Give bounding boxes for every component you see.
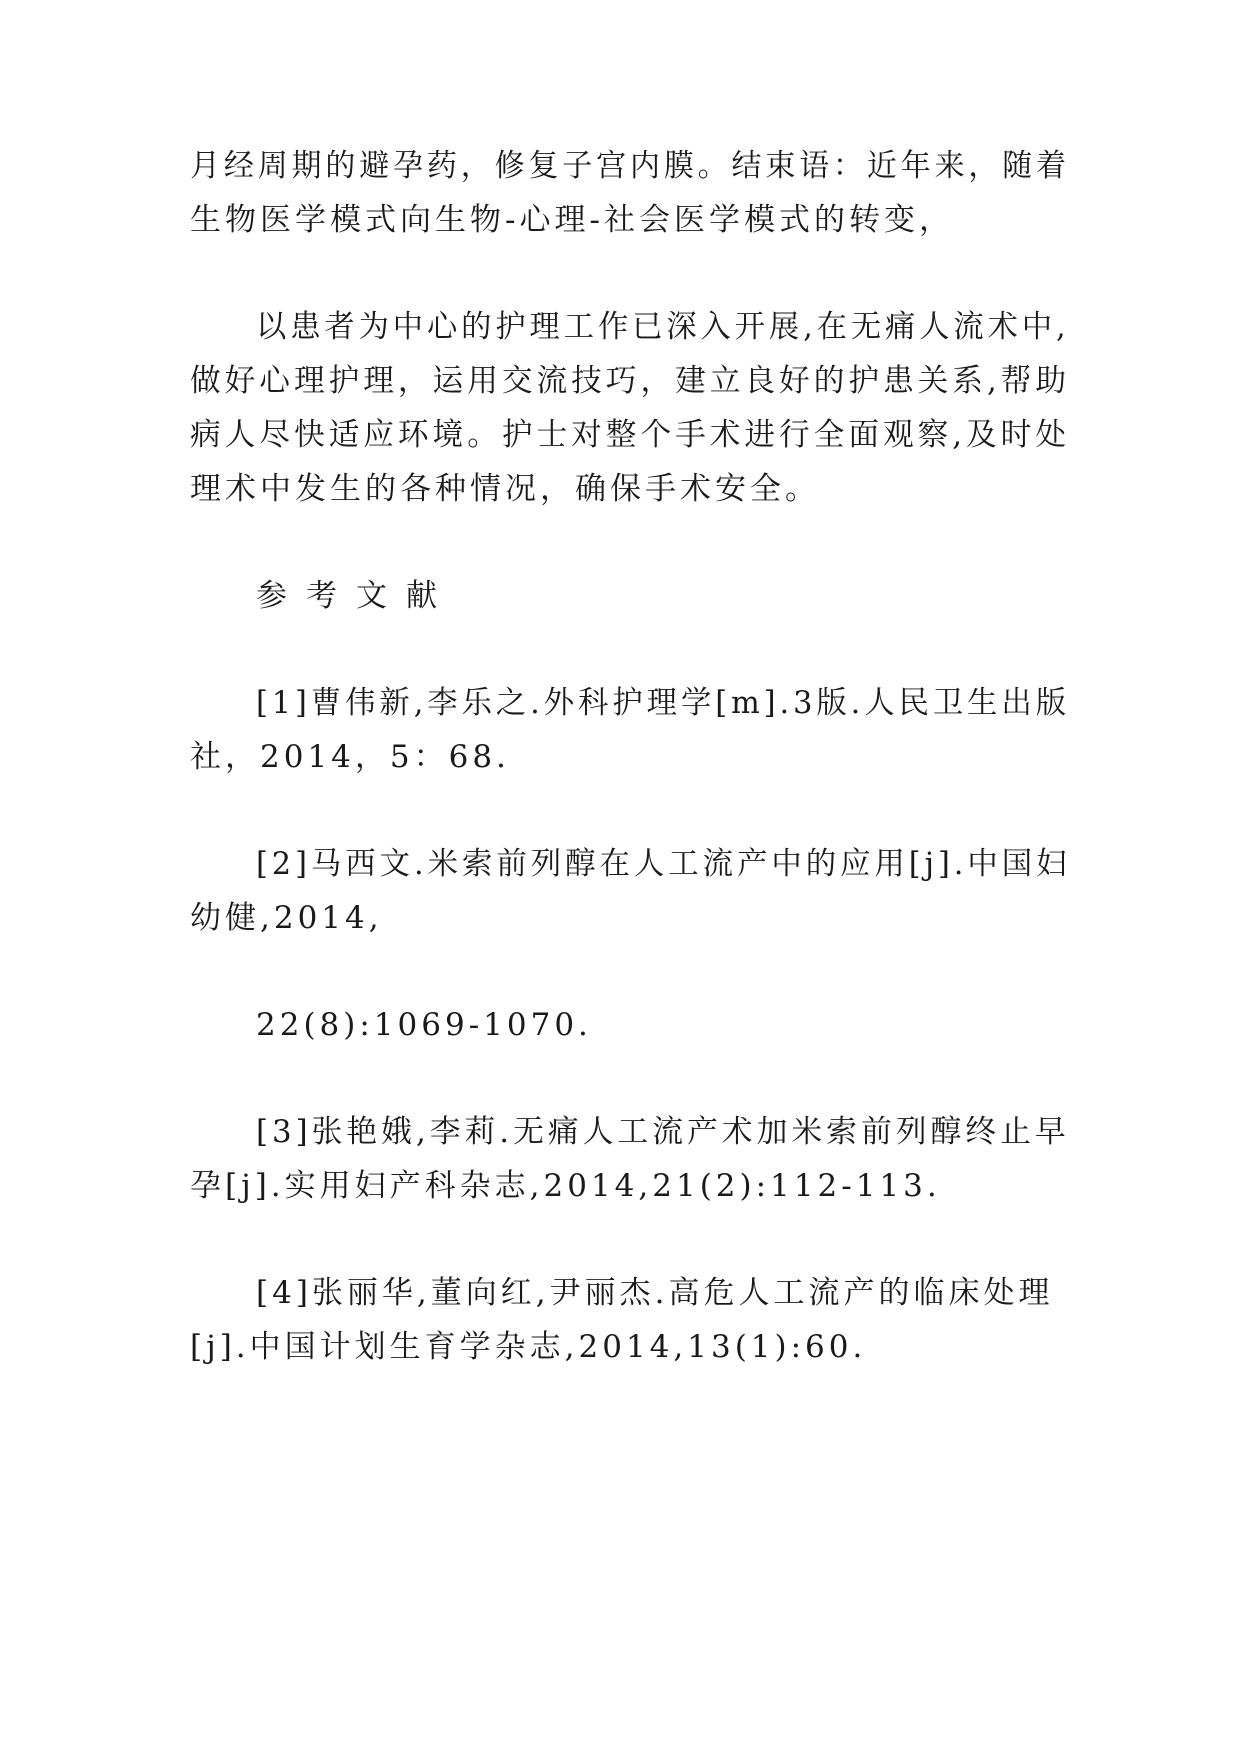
reference-2-line-2: 幼健,2014, (190, 900, 383, 936)
reference-3-line-2: 孕[j].实用妇产科杂志,2014,21(2):112-113. (190, 1168, 941, 1204)
paragraph-1-line-2: 生物医学模式向生物-心理-社会医学模式的转变， (190, 202, 954, 238)
reference-4-line-1: [4]张丽华,董向红,尹丽杰.高危人工流产的临床处理 (256, 1275, 1054, 1311)
reference-1-line-2: 社，2014，5：68. (190, 739, 510, 775)
paragraph-1-line-1: 月经周期的避孕药，修复子宫内膜。结束语：近年来，随着 (190, 148, 1070, 184)
reference-2-line-3: 22(8):1069-1070. (256, 1007, 592, 1043)
references-heading: 参考文献 (256, 578, 456, 614)
paragraph-2-line-3: 病人尽快适应环境。护士对整个手术进行全面观察,及时处 (190, 417, 1070, 453)
reference-4-line-2: [j].中国计划生育学杂志,2014,13(1):60. (190, 1329, 867, 1365)
paragraph-2-line-1: 以患者为中心的护理工作已深入开展,在无痛人流术中, (256, 309, 1070, 345)
reference-3-line-1: [3]张艳娥,李莉.无痛人工流产术加米索前列醇终止早 (256, 1114, 1070, 1150)
reference-1-line-1: [1]曹伟新,李乐之.外科护理学[m].3版.人民卫生出版 (256, 685, 1071, 721)
reference-2-line-1: [2]马西文.米索前列醇在人工流产中的应用[j].中国妇 (256, 846, 1071, 882)
paragraph-2-line-4: 理术中发生的各种情况，确保手术安全。 (190, 471, 820, 507)
paragraph-2-line-2: 做好心理护理，运用交流技巧，建立良好的护患关系,帮助 (190, 363, 1070, 399)
